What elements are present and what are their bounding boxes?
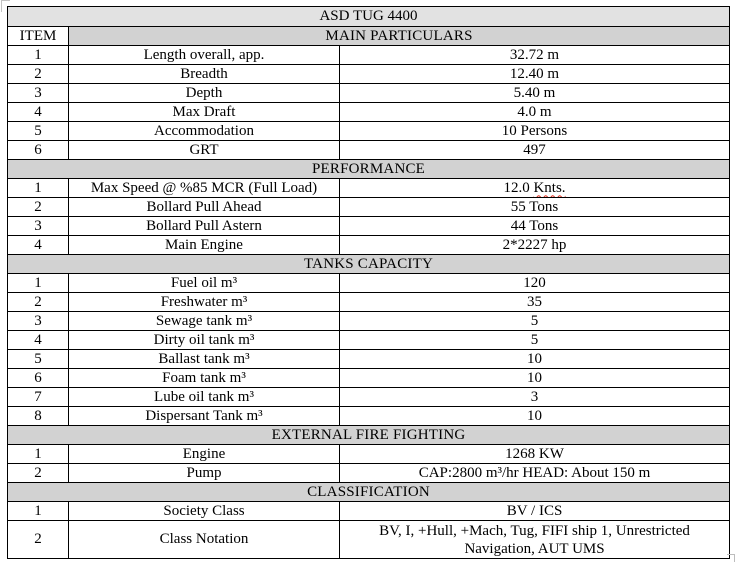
value-cell [340,179,730,198]
section-header-row [8,255,730,274]
value-cell: 10 Persons [340,122,730,141]
section-header-tanks-capacity: TANKS CAPACITY [8,255,730,274]
item-cell: 1 [8,502,69,521]
item-column-header: ITEM [8,27,69,46]
table-row [8,141,730,160]
item-cell: 1 [8,179,69,198]
table-handle-bottom-right [727,554,735,562]
table-row [8,217,730,236]
item-cell: 1 [8,274,69,293]
item-cell: 4 [8,236,69,255]
item-cell: 3 [8,84,69,103]
item-cell: 2 [8,293,69,312]
name-cell: Accommodation [69,122,340,141]
item-cell: 6 [8,141,69,160]
value-cell: 12.40 m [340,65,730,84]
name-cell: GRT [69,141,340,160]
table-row [8,179,730,198]
value-cell: 120 [340,274,730,293]
value-cell: 1268 KW [340,445,730,464]
table-row [8,502,730,521]
table-row [8,84,730,103]
value-cell: 10 [340,350,730,369]
table-title-row [8,7,730,27]
name-cell: Freshwater m³ [69,293,340,312]
value-cell: 5 [340,312,730,331]
item-cell: 5 [8,350,69,369]
item-cell: 8 [8,407,69,426]
table-row [8,407,730,426]
value-cell: 32.72 m [340,46,730,65]
name-cell: Breadth [69,65,340,84]
value-cell: 10 [340,369,730,388]
item-cell: 1 [8,445,69,464]
name-cell: Bollard Pull Ahead [69,198,340,217]
item-cell: 2 [8,198,69,217]
value-cell: 5 [340,331,730,350]
value-cell: 3 [340,388,730,407]
value-cell: 4.0 m [340,103,730,122]
name-cell: Society Class [69,502,340,521]
item-cell: 6 [8,369,69,388]
tug-specifications-table [7,6,730,559]
column-header-row [8,27,730,46]
item-cell: 3 [8,312,69,331]
item-cell: 2 [8,521,69,559]
section-header-row [8,426,730,445]
item-cell: 7 [8,388,69,407]
name-cell: Pump [69,464,340,483]
value-cell: 5.40 m [340,84,730,103]
table-title: ASD TUG 4400 [8,7,730,27]
name-cell: Main Engine [69,236,340,255]
table-row [8,312,730,331]
name-cell: Engine [69,445,340,464]
name-cell: Sewage tank m³ [69,312,340,331]
value-text: 12.0 [503,179,534,196]
table-row [8,274,730,293]
name-cell: Max Draft [69,103,340,122]
table-body [8,7,730,559]
item-cell: 3 [8,217,69,236]
table-row [8,122,730,141]
item-cell: 4 [8,331,69,350]
value-cell: CAP:2800 m³/hr HEAD: About 150 m [340,464,730,483]
item-cell: 5 [8,122,69,141]
name-cell: Length overall, app. [69,46,340,65]
name-cell: Max Speed @ %85 MCR (Full Load) [69,179,340,198]
table-row [8,293,730,312]
value-cell: 35 [340,293,730,312]
value-cell: 2*2227 hp [340,236,730,255]
section-header-performance: PERFORMANCE [8,160,730,179]
section-header-external-fire-fighting: EXTERNAL FIRE FIGHTING [8,426,730,445]
name-cell: Fuel oil m³ [69,274,340,293]
section-header-row [8,483,730,502]
item-cell: 1 [8,46,69,65]
item-cell: 2 [8,464,69,483]
item-cell: 2 [8,65,69,84]
table-row [8,388,730,407]
name-cell: Lube oil tank m³ [69,388,340,407]
table-row [8,445,730,464]
table-row [8,103,730,122]
value-cell: 497 [340,141,730,160]
table-row [8,46,730,65]
name-cell: Dispersant Tank m³ [69,407,340,426]
name-cell: Class Notation [69,521,340,559]
value-cell: 10 [340,407,730,426]
table-row [8,198,730,217]
name-cell: Dirty oil tank m³ [69,331,340,350]
table-row [8,369,730,388]
table-row [8,521,730,559]
section-header-row [8,160,730,179]
name-cell: Bollard Pull Astern [69,217,340,236]
value-cell: 44 Tons [340,217,730,236]
section-header-main-particulars: MAIN PARTICULARS [69,27,730,46]
table-row [8,236,730,255]
item-cell: 4 [8,103,69,122]
table-row [8,350,730,369]
table-row [8,65,730,84]
misspelled-word: Knts. [533,179,566,196]
name-cell: Ballast tank m³ [69,350,340,369]
name-cell: Foam tank m³ [69,369,340,388]
table-row [8,464,730,483]
section-header-classification: CLASSIFICATION [8,483,730,502]
value-cell: 55 Tons [340,198,730,217]
table-row [8,331,730,350]
name-cell: Depth [69,84,340,103]
value-cell: BV / ICS [340,502,730,521]
value-cell: BV, I, +Hull, +Mach, Tug, FIFI ship 1, Unrestricted Navigation, AUT UMS [340,521,730,559]
